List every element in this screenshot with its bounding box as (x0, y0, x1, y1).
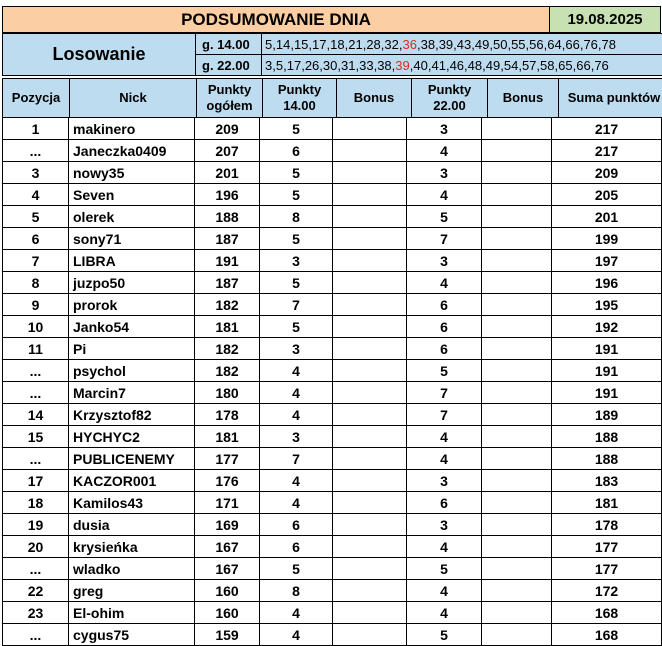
draw-number: 64 (547, 36, 562, 52)
row-bonus-14 (333, 492, 407, 514)
row-position: 8 (3, 272, 69, 294)
table-row (3, 206, 662, 228)
row-bonus-22 (482, 492, 552, 514)
draw-number: 66 (576, 57, 591, 73)
row-points-14: 4 (260, 624, 333, 646)
table-row (3, 228, 662, 250)
row-sum: 181 (552, 492, 662, 514)
row-nick: krysieńka (69, 536, 195, 558)
draw-number: 14 (275, 36, 291, 52)
row-sum: 205 (552, 184, 662, 206)
row-nick: prorok (69, 294, 195, 316)
row-bonus-14 (333, 272, 407, 294)
col-bonus-22: Bonus (488, 79, 559, 118)
row-sum: 188 (552, 426, 662, 448)
table-row (3, 514, 662, 536)
row-nick: wladko (69, 558, 195, 580)
row-points-22: 7 (407, 404, 482, 426)
row-bonus-22 (482, 294, 552, 316)
row-position: 7 (3, 250, 69, 272)
title-bar (2, 6, 661, 33)
row-nick: Seven (69, 184, 195, 206)
row-position: 9 (3, 294, 69, 316)
row-position: 1 (3, 118, 69, 140)
row-bonus-14 (333, 206, 407, 228)
table-row (3, 272, 662, 294)
row-points-14: 4 (260, 382, 333, 404)
row-bonus-22 (482, 250, 552, 272)
row-bonus-14 (333, 602, 407, 624)
row-sum: 197 (552, 250, 662, 272)
row-sum: 217 (552, 118, 662, 140)
draw-number: 54 (503, 57, 519, 73)
row-points-14: 4 (260, 602, 333, 624)
col-bonus-14: Bonus (337, 79, 412, 118)
row-nick: dusia (69, 514, 195, 536)
row-points-22: 6 (407, 316, 482, 338)
draw-numbers-22: 3,5,17,26,30,31,33,38,39,40,41,46,48,49,54,57,58,65,66,76 (262, 55, 662, 76)
row-position: 4 (3, 184, 69, 206)
draw-number: 49 (474, 36, 490, 52)
row-sum: 178 (552, 514, 662, 536)
draw-number: 39 (395, 57, 410, 73)
row-total: 187 (195, 272, 260, 294)
row-bonus-14 (333, 448, 407, 470)
row-nick: Pi (69, 338, 195, 360)
col-points-22: Punkty 22.00 (412, 79, 488, 118)
row-points-22: 4 (407, 272, 482, 294)
row-total: 201 (195, 162, 260, 184)
row-bonus-14 (333, 360, 407, 382)
table-row (3, 470, 662, 492)
draw-number: 58 (540, 57, 555, 73)
row-bonus-22 (482, 448, 552, 470)
row-total: 196 (195, 184, 260, 206)
row-bonus-22 (482, 206, 552, 228)
row-position: 5 (3, 206, 69, 228)
row-points-14: 6 (260, 514, 333, 536)
draw-number: 55 (511, 36, 526, 52)
draw-number: 38 (420, 36, 436, 52)
draw-number: 21 (348, 36, 363, 52)
row-points-14: 7 (260, 448, 333, 470)
row-sum: 195 (552, 294, 662, 316)
draw-number: 49 (485, 57, 501, 73)
table-row (3, 580, 662, 602)
row-position: 15 (3, 426, 69, 448)
row-nick: Krzysztof82 (69, 404, 195, 426)
row-sum: 189 (552, 404, 662, 426)
row-nick: El-ohim (69, 602, 195, 624)
draw-results (2, 33, 662, 76)
draw-number: 76 (583, 36, 598, 52)
row-sum: 168 (552, 602, 662, 624)
table-row (3, 338, 662, 360)
row-nick: psychol (69, 360, 195, 382)
row-points-22: 5 (407, 360, 482, 382)
row-points-14: 4 (260, 492, 333, 514)
row-total: 188 (195, 206, 260, 228)
row-bonus-22 (482, 360, 552, 382)
draw-number: 56 (529, 36, 544, 52)
row-bonus-14 (333, 382, 407, 404)
row-position: 17 (3, 470, 69, 492)
draw-time-22: g. 22.00 (196, 55, 262, 76)
row-total: 178 (195, 404, 260, 426)
row-bonus-22 (482, 272, 552, 294)
row-position: 19 (3, 514, 69, 536)
row-points-14: 6 (260, 536, 333, 558)
draw-number: 5 (275, 57, 284, 73)
row-points-22: 4 (407, 426, 482, 448)
draw-number: 18 (330, 36, 345, 52)
row-bonus-22 (482, 602, 552, 624)
row-sum: 177 (552, 536, 662, 558)
row-points-14: 8 (260, 206, 333, 228)
row-points-22: 4 (407, 580, 482, 602)
row-bonus-22 (482, 470, 552, 492)
table-row (3, 250, 662, 272)
table-row (3, 426, 662, 448)
draw-number: 33 (359, 57, 374, 73)
row-position: 23 (3, 602, 69, 624)
row-bonus-14 (333, 338, 407, 360)
row-bonus-22 (482, 558, 552, 580)
row-sum: 199 (552, 228, 662, 250)
row-points-14: 6 (260, 140, 333, 162)
row-bonus-14 (333, 118, 407, 140)
row-points-22: 4 (407, 448, 482, 470)
draw-number: 32 (384, 36, 399, 52)
row-nick: makinero (69, 118, 195, 140)
draw-numbers-14: 5,14,15,17,18,21,28,32,36,38,39,43,49,50,55,56,64,66,76,78 (262, 34, 662, 55)
row-bonus-14 (333, 514, 407, 536)
row-bonus-22 (482, 162, 552, 184)
row-bonus-14 (333, 404, 407, 426)
row-nick: nowy35 (69, 162, 195, 184)
row-points-14: 4 (260, 404, 333, 426)
draw-number: 41 (431, 57, 446, 73)
col-nick: Nick (70, 79, 197, 118)
row-position: 6 (3, 228, 69, 250)
row-total: 181 (195, 316, 260, 338)
row-points-14: 5 (260, 162, 333, 184)
row-points-22: 7 (407, 228, 482, 250)
row-sum: 188 (552, 448, 662, 470)
draw-number: 38 (377, 57, 392, 73)
row-nick: cygus75 (69, 624, 195, 646)
row-points-22: 6 (407, 338, 482, 360)
row-sum: 191 (552, 382, 662, 404)
row-points-14: 5 (260, 316, 333, 338)
row-points-22: 7 (407, 382, 482, 404)
draw-number: 17 (312, 36, 327, 52)
row-bonus-14 (333, 184, 407, 206)
row-total: 187 (195, 228, 260, 250)
row-total: 160 (195, 580, 260, 602)
row-nick: juzpo50 (69, 272, 195, 294)
row-points-14: 3 (260, 426, 333, 448)
table-row (3, 140, 662, 162)
draw-number: 46 (449, 57, 465, 73)
col-points-14: Punkty 14.00 (263, 79, 337, 118)
row-bonus-14 (333, 624, 407, 646)
row-nick: Janeczka0409 (69, 140, 195, 162)
row-bonus-14 (333, 426, 407, 448)
row-bonus-14 (333, 470, 407, 492)
row-total: 181 (195, 426, 260, 448)
row-total: 159 (195, 624, 260, 646)
row-bonus-22 (482, 514, 552, 536)
row-bonus-22 (482, 118, 552, 140)
row-points-22: 6 (407, 294, 482, 316)
table-row (3, 558, 662, 580)
row-total: 207 (195, 140, 260, 162)
row-bonus-14 (333, 162, 407, 184)
row-bonus-14 (333, 316, 407, 338)
draw-number: 31 (341, 57, 356, 73)
row-position: 10 (3, 316, 69, 338)
col-position: Pozycja (3, 79, 70, 118)
row-points-14: 8 (260, 580, 333, 602)
column-headers (2, 78, 662, 118)
row-points-14: 5 (260, 184, 333, 206)
row-position: 20 (3, 536, 69, 558)
row-points-22: 4 (407, 602, 482, 624)
table-row (3, 294, 662, 316)
row-position: 18 (3, 492, 69, 514)
row-bonus-14 (333, 580, 407, 602)
row-nick: KACZOR001 (69, 470, 195, 492)
row-total: 176 (195, 470, 260, 492)
date-label: 19.08.2025 (550, 7, 661, 33)
row-points-22: 4 (407, 536, 482, 558)
row-position: ... (3, 382, 69, 404)
row-total: 191 (195, 250, 260, 272)
draw-number: 50 (492, 36, 508, 52)
row-sum: 183 (552, 470, 662, 492)
row-points-22: 6 (407, 492, 482, 514)
row-sum: 168 (552, 624, 662, 646)
row-total: 182 (195, 294, 260, 316)
table-row (3, 448, 662, 470)
table-row (3, 162, 662, 184)
row-bonus-14 (333, 558, 407, 580)
row-points-22: 4 (407, 140, 482, 162)
row-bonus-14 (333, 294, 407, 316)
row-sum: 209 (552, 162, 662, 184)
draw-label: Losowanie (3, 34, 196, 76)
row-bonus-22 (482, 536, 552, 558)
row-nick: olerek (69, 206, 195, 228)
draw-number: 39 (438, 36, 454, 52)
row-bonus-22 (482, 140, 552, 162)
row-points-22: 3 (407, 162, 482, 184)
table-row (3, 118, 662, 140)
draw-number: 26 (304, 57, 320, 73)
row-total: 209 (195, 118, 260, 140)
row-total: 177 (195, 448, 260, 470)
draw-number: 30 (322, 57, 338, 73)
row-total: 171 (195, 492, 260, 514)
row-bonus-14 (333, 140, 407, 162)
draw-time-14: g. 14.00 (196, 34, 262, 55)
row-points-22: 4 (407, 184, 482, 206)
row-sum: 191 (552, 338, 662, 360)
row-nick: Janko54 (69, 316, 195, 338)
draw-number: 76 (594, 57, 609, 73)
row-points-14: 3 (260, 250, 333, 272)
row-sum: 192 (552, 316, 662, 338)
table-row (3, 536, 662, 558)
row-total: 167 (195, 558, 260, 580)
row-points-22: 5 (407, 624, 482, 646)
row-total: 182 (195, 360, 260, 382)
row-sum: 201 (552, 206, 662, 228)
draw-number: 5 (265, 36, 273, 52)
ranking-table (2, 117, 662, 646)
row-total: 167 (195, 536, 260, 558)
draw-number: 78 (601, 36, 617, 52)
row-nick: Kamilos43 (69, 492, 195, 514)
row-nick: greg (69, 580, 195, 602)
draw-number: 15 (293, 36, 309, 52)
row-total: 182 (195, 338, 260, 360)
row-position: ... (3, 558, 69, 580)
row-points-14: 4 (260, 360, 333, 382)
draw-number: 48 (467, 57, 483, 73)
row-bonus-14 (333, 228, 407, 250)
col-total-points: Punkty ogółem (197, 79, 263, 118)
row-bonus-22 (482, 184, 552, 206)
row-sum: 177 (552, 558, 662, 580)
row-points-14: 5 (260, 118, 333, 140)
row-nick: sony71 (69, 228, 195, 250)
draw-number: 65 (558, 57, 573, 73)
draw-number: 3 (265, 57, 273, 73)
row-sum: 172 (552, 580, 662, 602)
row-bonus-14 (333, 250, 407, 272)
row-bonus-22 (482, 338, 552, 360)
table-row (3, 404, 662, 426)
row-total: 169 (195, 514, 260, 536)
row-points-22: 5 (407, 558, 482, 580)
table-row (3, 184, 662, 206)
row-bonus-22 (482, 316, 552, 338)
row-points-14: 5 (260, 228, 333, 250)
row-bonus-22 (482, 228, 552, 250)
table-row (3, 360, 662, 382)
row-points-14: 4 (260, 470, 333, 492)
row-position: ... (3, 448, 69, 470)
row-points-14: 3 (260, 338, 333, 360)
row-nick: PUBLICENEMY (69, 448, 195, 470)
table-row (3, 602, 662, 624)
row-position: ... (3, 360, 69, 382)
page-title: PODSUMOWANIE DNIA (3, 7, 550, 33)
row-position: 11 (3, 338, 69, 360)
row-sum: 196 (552, 272, 662, 294)
row-points-14: 7 (260, 294, 333, 316)
table-row (3, 382, 662, 404)
row-nick: LIBRA (69, 250, 195, 272)
draw-number: 28 (366, 36, 381, 52)
row-position: 22 (3, 580, 69, 602)
row-bonus-22 (482, 404, 552, 426)
draw-number: 66 (565, 36, 580, 52)
draw-number: 36 (402, 36, 417, 52)
row-position: ... (3, 624, 69, 646)
row-bonus-22 (482, 624, 552, 646)
row-total: 160 (195, 602, 260, 624)
table-row (3, 492, 662, 514)
table-row (3, 316, 662, 338)
row-total: 180 (195, 382, 260, 404)
row-points-14: 5 (260, 558, 333, 580)
table-row (3, 624, 662, 646)
draw-number: 43 (456, 36, 472, 52)
row-bonus-14 (333, 536, 407, 558)
draw-number: 57 (521, 57, 537, 73)
row-points-22: 3 (407, 470, 482, 492)
row-bonus-22 (482, 382, 552, 404)
col-sum: Suma punktów (559, 79, 662, 118)
row-points-22: 3 (407, 118, 482, 140)
row-bonus-22 (482, 580, 552, 602)
row-nick: Marcin7 (69, 382, 195, 404)
draw-number: 17 (286, 57, 302, 73)
row-position: ... (3, 140, 69, 162)
row-position: 3 (3, 162, 69, 184)
row-sum: 191 (552, 360, 662, 382)
row-points-14: 5 (260, 272, 333, 294)
row-nick: HYCHYC2 (69, 426, 195, 448)
row-points-22: 5 (407, 206, 482, 228)
row-points-22: 3 (407, 514, 482, 536)
row-bonus-22 (482, 426, 552, 448)
row-position: 14 (3, 404, 69, 426)
draw-number: 40 (413, 57, 428, 73)
row-points-22: 3 (407, 250, 482, 272)
row-sum: 217 (552, 140, 662, 162)
